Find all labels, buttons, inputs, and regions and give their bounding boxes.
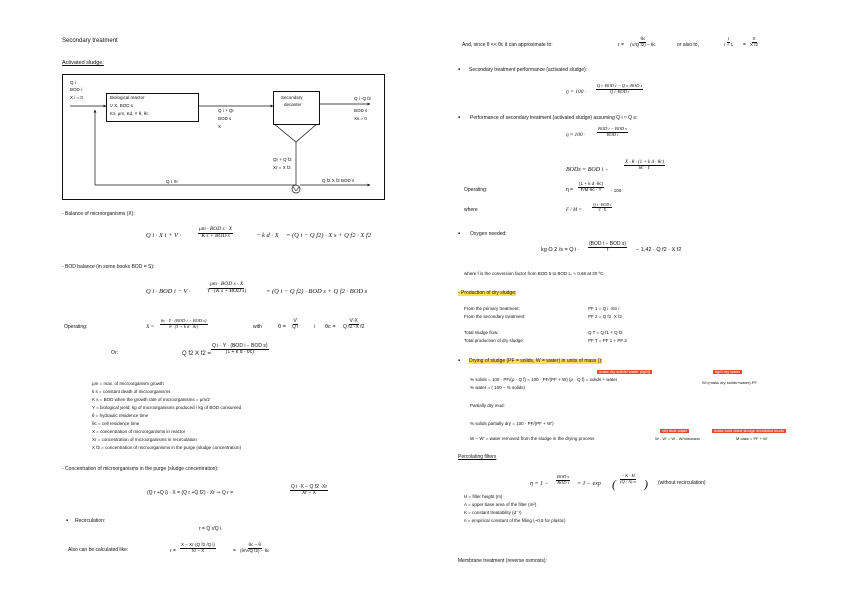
bullet: ▪: [458, 115, 461, 121]
partial-line: % solids partially dry = 100 · PF/(PF + W'): [470, 421, 554, 426]
approx2-fraction: $\frac{r}{r + 1}$: [724, 36, 734, 47]
bullet: ▪: [458, 358, 461, 364]
filter-def: A = upper base area of the filter (m²): [464, 502, 537, 507]
eq1-lhs: Q i · X i + V ·: [146, 232, 182, 239]
definition-line: Xr = concentration of microorganisms in recirculation: [92, 437, 197, 442]
oxy-lhs: kg O 2 /s = Q i ·: [541, 247, 580, 253]
w-note-1: W - W' = W - W/mismado: [655, 436, 700, 441]
eq2-rhs: = (Q i − Q f2) · BOD s + Q f2 · BOD s: [266, 288, 368, 295]
red-note-dust: red dust water: [662, 428, 688, 433]
dry-row-value: Q T = Q f1 + Q f2: [588, 330, 623, 335]
recycle-label: Q r Xr: [166, 179, 178, 184]
bods-fraction: $\frac{\text{X · θ · (1 + k d · θc)}}{\theta c \cdot Y}$: [625, 160, 665, 172]
bullet: ▪: [458, 67, 461, 73]
decanter-label: Secondary: [281, 95, 303, 100]
dry-sludge-heading: - Production of dry sludge:: [458, 290, 517, 296]
filt-paren-open: (: [612, 477, 616, 491]
outflow-label: Xs = 0: [354, 116, 367, 121]
section-title: Secondary treatment: [62, 38, 118, 44]
where-label: where: [464, 207, 478, 213]
recirculation-label: Recirculation:: [75, 518, 106, 524]
eq6-fraction: $\frac{\text{X − Xr·(Q f2 /Q i)}}{Xr - X}$: [181, 542, 215, 553]
eta2-lhs: η ≈ 100 ·: [566, 132, 586, 138]
mid-flow-label: BOD s: [218, 116, 232, 121]
filt-paren-close: ): [644, 477, 648, 491]
eq6-fraction-2: $\frac{\theta c - \theta}{\text{(θ/V/Q f2) − θc}}$: [240, 542, 270, 553]
red-note-cake: mass hold dried sludge shredded mudo: [714, 428, 785, 433]
filt-note: (without recirculation): [658, 480, 706, 486]
dry-row-value: PF 1 = Q i ·SS i: [588, 306, 620, 311]
eq6-lhs: r =: [170, 548, 176, 554]
perf-heading: Secondary treatment performance (activated sludge):: [469, 67, 588, 73]
filt-lhs: η = 1 −: [530, 481, 549, 487]
eq5-fraction: $\frac{\text{Q i ·X − Q f2 ·Xr}}{Xr - X}$: [291, 484, 327, 497]
definition-line: Y = biological yield: kg of microorganisms produced / kg of BOD consumed: [92, 405, 242, 410]
conc-purge-heading: - Concentration of microorganisms in the purge (sludge concentration):: [62, 466, 219, 472]
dry-row-value: PF T = PF 1 + PF 2: [588, 338, 627, 343]
partial-label: Partially dry mud:: [470, 403, 505, 408]
filter-def: H = filter height (m): [464, 494, 503, 499]
eq2-lhs: Q i · BOD i − V ·: [146, 288, 191, 295]
operating-label-right: Operating:: [464, 187, 488, 193]
mid-flow-label: X: [218, 124, 222, 129]
filter-def: n = empirical constant of the filling (~0,5 for plastic): [464, 518, 566, 523]
definition-line: μm = max. of microorganism growth: [92, 381, 164, 386]
eq1-fraction: μm · BOD s · X K s + BOD s: [199, 226, 233, 239]
oxy-note: where f is the conversion factor from BOD 5 to BOD L, ≈ 0,68 at 20 ºC.: [464, 271, 605, 276]
eta3-tail: · 100: [611, 188, 622, 193]
thetac-fraction: $\frac{V\cdot X}{\text{Q f2 ·X f2}}$: [343, 318, 365, 331]
eq3-fraction: θc · Y · (BOD i − BOD s) θ · (1 + k d · θc): [161, 318, 207, 329]
bods-lhs: BODs = BOD i −: [566, 167, 609, 173]
solids-line: % solids = 100 · PF/(ρ · Q f) = 100 · PF/(PF + W) (ρ · Q f) = solids + water: [470, 377, 618, 382]
outflow-label: Q i -Q f2: [354, 96, 372, 101]
eta1-lhs: η = 100 ·: [566, 89, 587, 95]
definition-line: X = concentration of microorganisms in reactor: [92, 429, 186, 434]
eq4-fraction: Q i · Y · (BOD i − BOD s) (1 + k d · θc): [212, 343, 268, 356]
definition-line: K s = BOD when the growth rate of microorganisms = μm/2: [92, 397, 210, 402]
drying-heading: Drying of sludge (PF = solids, W = water) in units of mass ():: [469, 358, 603, 364]
theta-fraction: $\frac{V}{\text{Q i}}$: [292, 318, 299, 331]
oxygen-heading: Oxygen needed:: [470, 231, 507, 237]
filt-exp-fraction: $\frac{- K \cdot H}{(Q / A) n}$: [620, 473, 636, 484]
approx2-equals: =: [743, 42, 746, 48]
decanter-label: decanter: [284, 102, 302, 107]
bullet: ▪: [66, 518, 69, 524]
red-note-water: kg/d dry water: [715, 369, 741, 374]
water-note: W=(mass dry solids+water)-PF: [702, 380, 757, 385]
filter-def: K = constant treatability (d⁻¹): [464, 510, 522, 515]
underflow-label: Qr + Q f2: [273, 157, 292, 162]
inflow-label: Q i: [70, 80, 76, 85]
also-calc-label: Also can be calculated like:: [68, 547, 129, 553]
eq2-fraction: μm · BOD s · X Y · (K s + BOD s): [207, 281, 247, 294]
bullet: ▪: [458, 231, 461, 237]
inflow-label: BOD i: [70, 87, 83, 92]
i-label: i: [314, 324, 316, 330]
dry-row-value: PF 2 = Q f2 ·X f2: [588, 314, 622, 319]
w-line: W − W' = water removed from the sludge in the drying process: [470, 436, 595, 441]
oxy-rhs: − 1,42 · Q f2 · X f2: [636, 247, 682, 253]
r-equation: r = Q r/Q i: [199, 526, 222, 532]
or-label: Or:: [111, 350, 118, 356]
dry-row-label: From the primary treatment:: [464, 306, 520, 311]
eq5-lhs: (Q r +Q i) · X = (Q r +Q f2) · Xr ⇒ Q r =: [147, 490, 234, 496]
eta2-fraction: BOD i − BOD s BOD i: [598, 126, 628, 137]
definition-line: X f2 = concentration of microorganisms in the purge (sludge concentration): [92, 445, 241, 450]
underflow-label: Xr = X f2: [273, 165, 291, 170]
dry-row-label: Total production of dry sludge:: [464, 338, 525, 343]
approx-lhs: r =: [618, 42, 624, 48]
reactor-label: Biological reactor: [110, 95, 145, 100]
thetac-lhs: θc =: [325, 324, 336, 330]
dry-row-label: Total sludge flow:: [464, 330, 499, 335]
eq3-lhs: X =: [146, 324, 155, 330]
eta1-fraction: Q i ·BOD i − Q s ·BOD s Q i ·BOD i: [597, 83, 643, 94]
oxy-fraction: (BOD i − BOD s) f: [589, 241, 627, 254]
eq4-lhs: Q f2 X f2 =: [182, 351, 211, 357]
definition-line: k s = constant death of microorganisms: [92, 389, 171, 394]
fm-fraction: Q i · BOD i V · X: [593, 202, 612, 213]
eq6-equals: =: [233, 548, 236, 554]
membrane-heading: Membrane treatment (reverse osmosis):: [458, 558, 547, 564]
theta-lhs: θ =: [278, 324, 286, 330]
operating-label: Operating:: [64, 324, 88, 330]
approx-text: And, since θ << θc it can approximate to:: [462, 42, 553, 48]
inflow-label: X i = 0: [70, 95, 83, 100]
definition-line: θc = cell residence time: [92, 421, 140, 426]
fm-lhs: F / M =: [566, 208, 582, 213]
eta3-fraction: $\frac{\text{(1 + k d ·θc)}}{F/M\cdot\theta c \cdot Y}$: [579, 181, 604, 192]
reactor-label: V X, BOD s: [110, 103, 134, 108]
mid-flow-label: Q i + Qr: [218, 108, 234, 113]
eq1-mid: − k d · X: [256, 232, 279, 239]
red-note-mass: mass dry solids+water (kg/d): [599, 369, 651, 374]
purge-label: Q f2 X f2 BOD s: [322, 178, 355, 183]
or-also-label: or also to,: [677, 42, 699, 48]
dry-row-label: From the secondary treatment:: [464, 314, 526, 319]
w-note-2: M cake = PF + W': [736, 436, 768, 441]
water-line: % water = ( 100 − % solids): [470, 385, 526, 390]
reactor-label: Ks, μm, Kd, Y θ, θc: [110, 111, 149, 116]
perf2-heading: Performance of secondary treatment (activated sludge) assuming Q i ≈ Q s:: [470, 115, 638, 121]
filt-mid: = 1 − exp: [577, 481, 601, 487]
approx-fraction: $\frac{\theta c}{\text{(V/Q f2) − θc}}$: [630, 36, 656, 47]
outflow-label: BOD s: [354, 108, 368, 113]
eta3-lhs: η =: [566, 187, 574, 193]
filt-fraction: BOD s BOD i: [557, 474, 570, 485]
with-label: with: [253, 324, 262, 330]
bod-balance-heading: - BOD balance (in some books BOD = S):: [62, 264, 155, 270]
eq1-rhs: = (Q i − Q f2) · X s + Q f2 · X f2: [286, 232, 372, 239]
balance-micro-heading: - Balance of microorganisms (X):: [62, 211, 135, 217]
definition-line: θ = hydraulic residence time: [92, 413, 149, 418]
approx2-fraction-2: $\frac{X}{\text{X f2}}$: [750, 36, 759, 47]
filters-heading: Percolating filters: [458, 454, 497, 460]
activated-sludge-heading: Activated sludge:: [62, 60, 104, 66]
